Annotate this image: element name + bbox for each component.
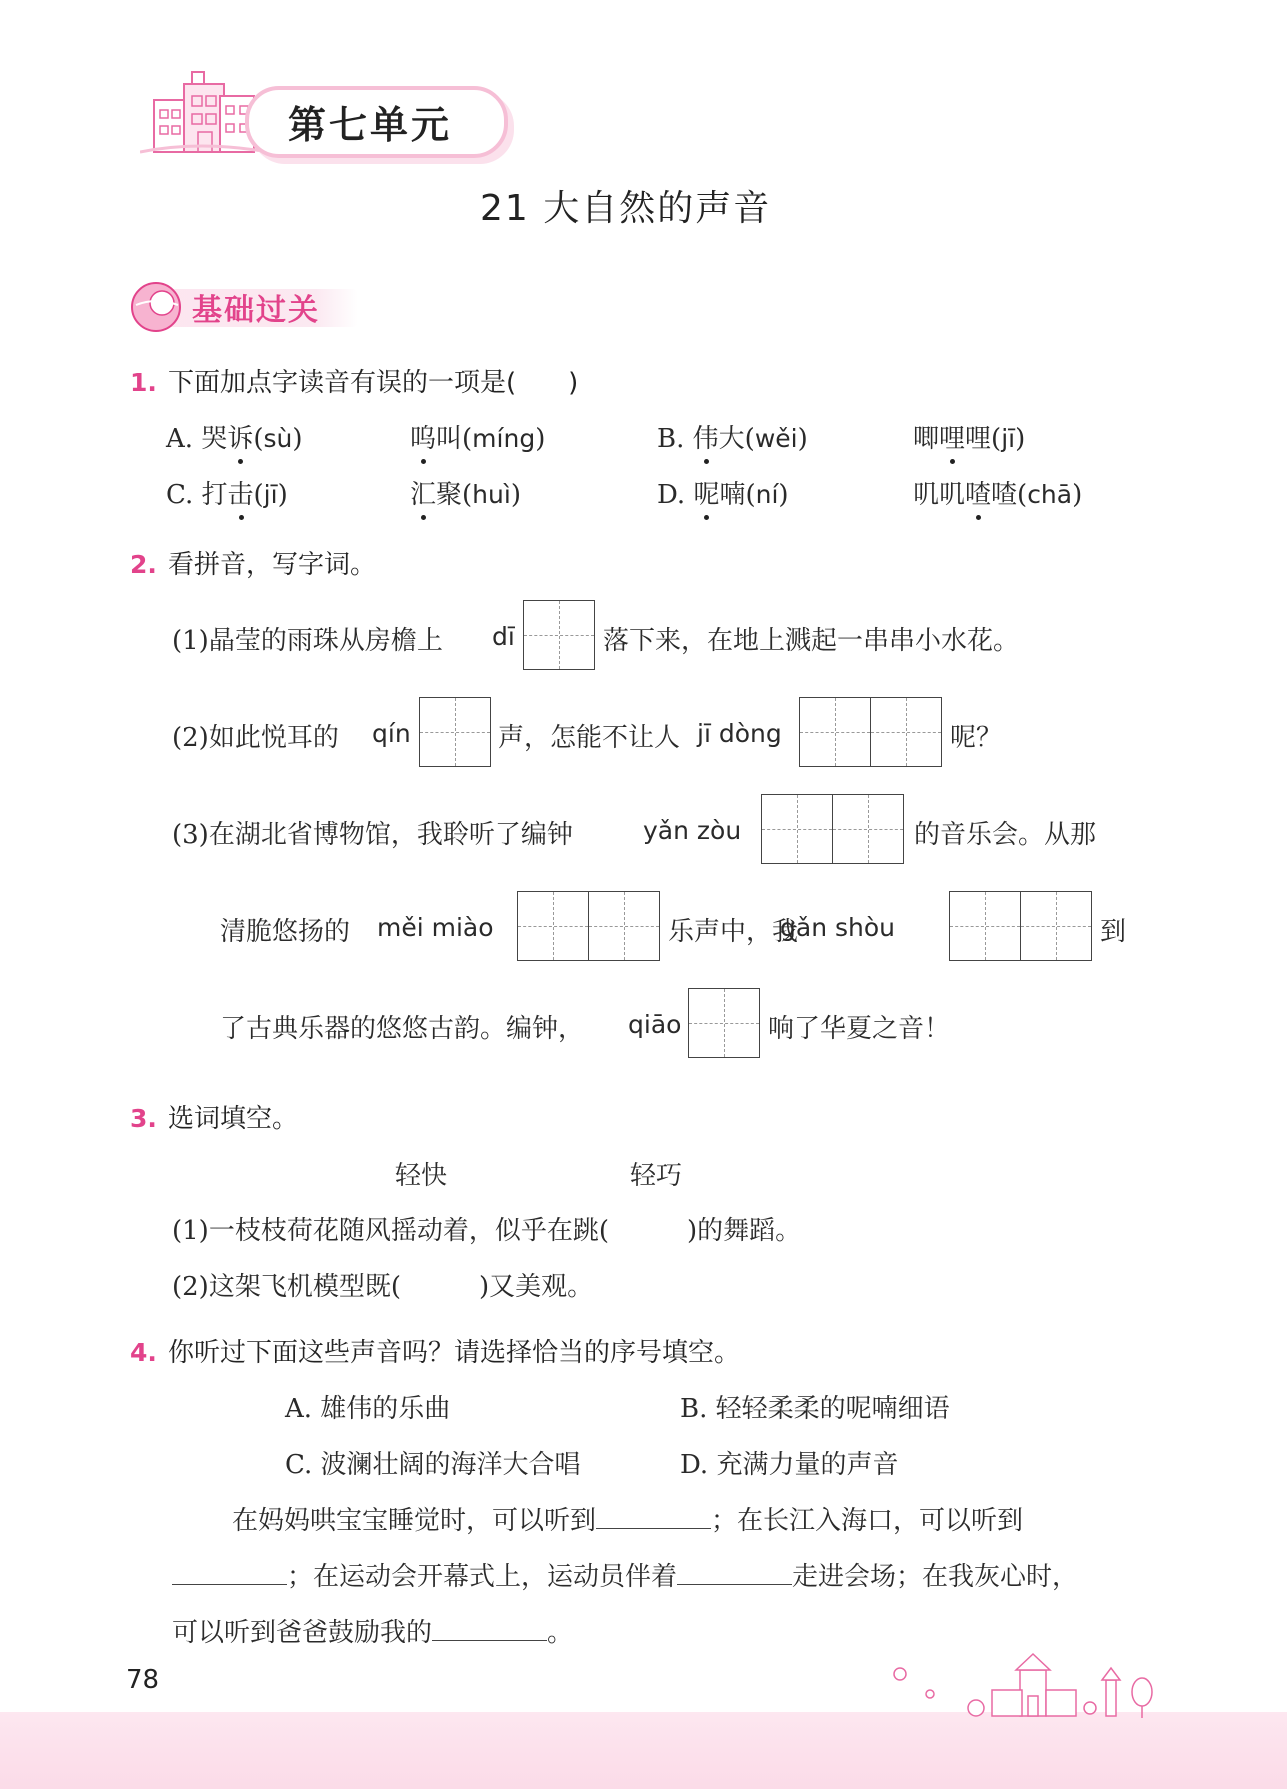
footer-band <box>0 1712 1287 1789</box>
q2-sentence-4-part-b: 乐声中，我 <box>668 917 799 947</box>
answer-blank[interactable] <box>677 1562 792 1585</box>
q4-text: ；在运动会开幕式上，运动员伴着 <box>287 1562 678 1592</box>
writing-grid[interactable] <box>517 891 660 961</box>
q2-sentence-2-part-a: (2)如此悦耳的 <box>172 723 339 753</box>
q4-option-a: A. 雄伟的乐曲 <box>285 1394 451 1424</box>
q2-sentence-2-part-b: 声，怎能不让人 <box>498 723 681 753</box>
section-title: 基础过关 <box>192 293 320 328</box>
q1-option-d1: D. 呢喃(ní) <box>657 474 789 511</box>
q4-option-b: B. 轻轻柔柔的呢喃细语 <box>680 1394 950 1424</box>
question-number: 1. <box>130 368 157 397</box>
q4-text: 。 <box>547 1618 574 1648</box>
q1-option-c2: 汇聚(huì) <box>410 474 521 511</box>
q1-option-c1: C. 打击(jī) <box>166 474 288 511</box>
pinyin-label: měi miào <box>377 913 494 942</box>
question-text: 选词填空。 <box>168 1104 299 1134</box>
writing-grid[interactable] <box>799 697 942 767</box>
question-4-header <box>130 1332 740 1369</box>
q4-option-c: C. 波澜壮阔的海洋大合唱 <box>285 1450 581 1480</box>
q4-option-d: D. 充满力量的声音 <box>680 1450 899 1480</box>
q4-text: ；在长江入海口，可以听到 <box>711 1506 1024 1536</box>
q3-sentence-1: (1)一枝枝荷花随风摇动着，似乎在跳( )的舞蹈。 <box>172 1216 802 1246</box>
pinyin-label: qín <box>372 719 411 748</box>
q1-option-b1: B. 伟大(wěi) <box>657 418 808 455</box>
answer-blank[interactable] <box>596 1506 711 1529</box>
q2-sentence-1-part-b: 落下来，在地上溅起一串串小水花。 <box>603 626 1020 656</box>
lesson-title: 21 大自然的声音 <box>480 188 772 229</box>
question-number: 3. <box>130 1104 157 1133</box>
q2-sentence-1-part-a: (1)晶莹的雨珠从房檐上 <box>172 626 443 656</box>
question-text: 看拼音，写字词。 <box>168 550 377 580</box>
writing-grid[interactable] <box>688 988 760 1058</box>
writing-grid[interactable] <box>949 891 1092 961</box>
q4-paragraph-line-3 <box>172 1612 573 1649</box>
pinyin-label: yǎn zòu <box>643 816 742 845</box>
question-number: 4. <box>130 1338 157 1367</box>
q2-sentence-2-part-c: 呢？ <box>950 723 1003 753</box>
pinyin-label: gǎn shòu <box>780 913 895 942</box>
q2-sentence-3-part-a: (3)在湖北省博物馆，我聆听了编钟 <box>172 820 573 850</box>
question-text: 下面加点字读音有误的一项是( ) <box>168 368 579 398</box>
q4-text: 在妈妈哄宝宝睡觉时，可以听到 <box>232 1506 597 1536</box>
writing-grid[interactable] <box>419 697 491 767</box>
q4-paragraph-line-1 <box>232 1500 1023 1537</box>
q2-sentence-3-part-b: 的音乐会。从那 <box>914 820 1097 850</box>
globe-icon <box>128 275 188 335</box>
castle-illustration-icon <box>880 1650 1170 1722</box>
question-number: 2. <box>130 550 157 579</box>
unit-title: 第七单元 <box>288 103 453 147</box>
pinyin-label: qiāo <box>628 1010 682 1039</box>
unit-banner <box>140 70 510 162</box>
answer-blank[interactable] <box>432 1618 547 1641</box>
page-number: 78 <box>126 1665 160 1695</box>
word-choice-2: 轻巧 <box>630 1161 683 1191</box>
q2-sentence-4-part-c: 到 <box>1100 917 1127 947</box>
answer-blank[interactable] <box>172 1562 287 1585</box>
q1-option-a1: A. 哭诉(sù) <box>166 418 303 455</box>
question-3-header <box>130 1098 298 1135</box>
q2-sentence-5-part-a: 了古典乐器的悠悠古韵。编钟， <box>220 1014 585 1044</box>
q4-text: 可以听到爸爸鼓励我的 <box>172 1618 433 1648</box>
q2-sentence-5-part-b: 响了华夏之音！ <box>768 1014 951 1044</box>
q4-paragraph-line-2 <box>172 1556 1078 1593</box>
section-header <box>128 275 378 335</box>
pinyin-label: jī dòng <box>697 719 782 748</box>
q3-sentence-2: (2)这架飞机模型既( )又美观。 <box>172 1272 594 1302</box>
question-1-header <box>130 362 578 399</box>
question-2-header <box>130 544 376 581</box>
q2-sentence-4-part-a: 清脆悠扬的 <box>220 917 351 947</box>
q4-text: 走进会场；在我灰心时， <box>792 1562 1079 1592</box>
q1-option-b2: 唧哩哩(jī) <box>913 418 1025 455</box>
pinyin-label: dī <box>492 622 515 651</box>
writing-grid[interactable] <box>523 600 595 670</box>
q1-option-d2: 叽叽喳喳(chā) <box>913 474 1082 511</box>
question-text: 你听过下面这些声音吗？请选择恰当的序号填空。 <box>168 1338 741 1368</box>
word-choice-1: 轻快 <box>395 1161 448 1191</box>
writing-grid[interactable] <box>761 794 904 864</box>
q1-option-a2: 呜叫(míng) <box>410 418 545 455</box>
